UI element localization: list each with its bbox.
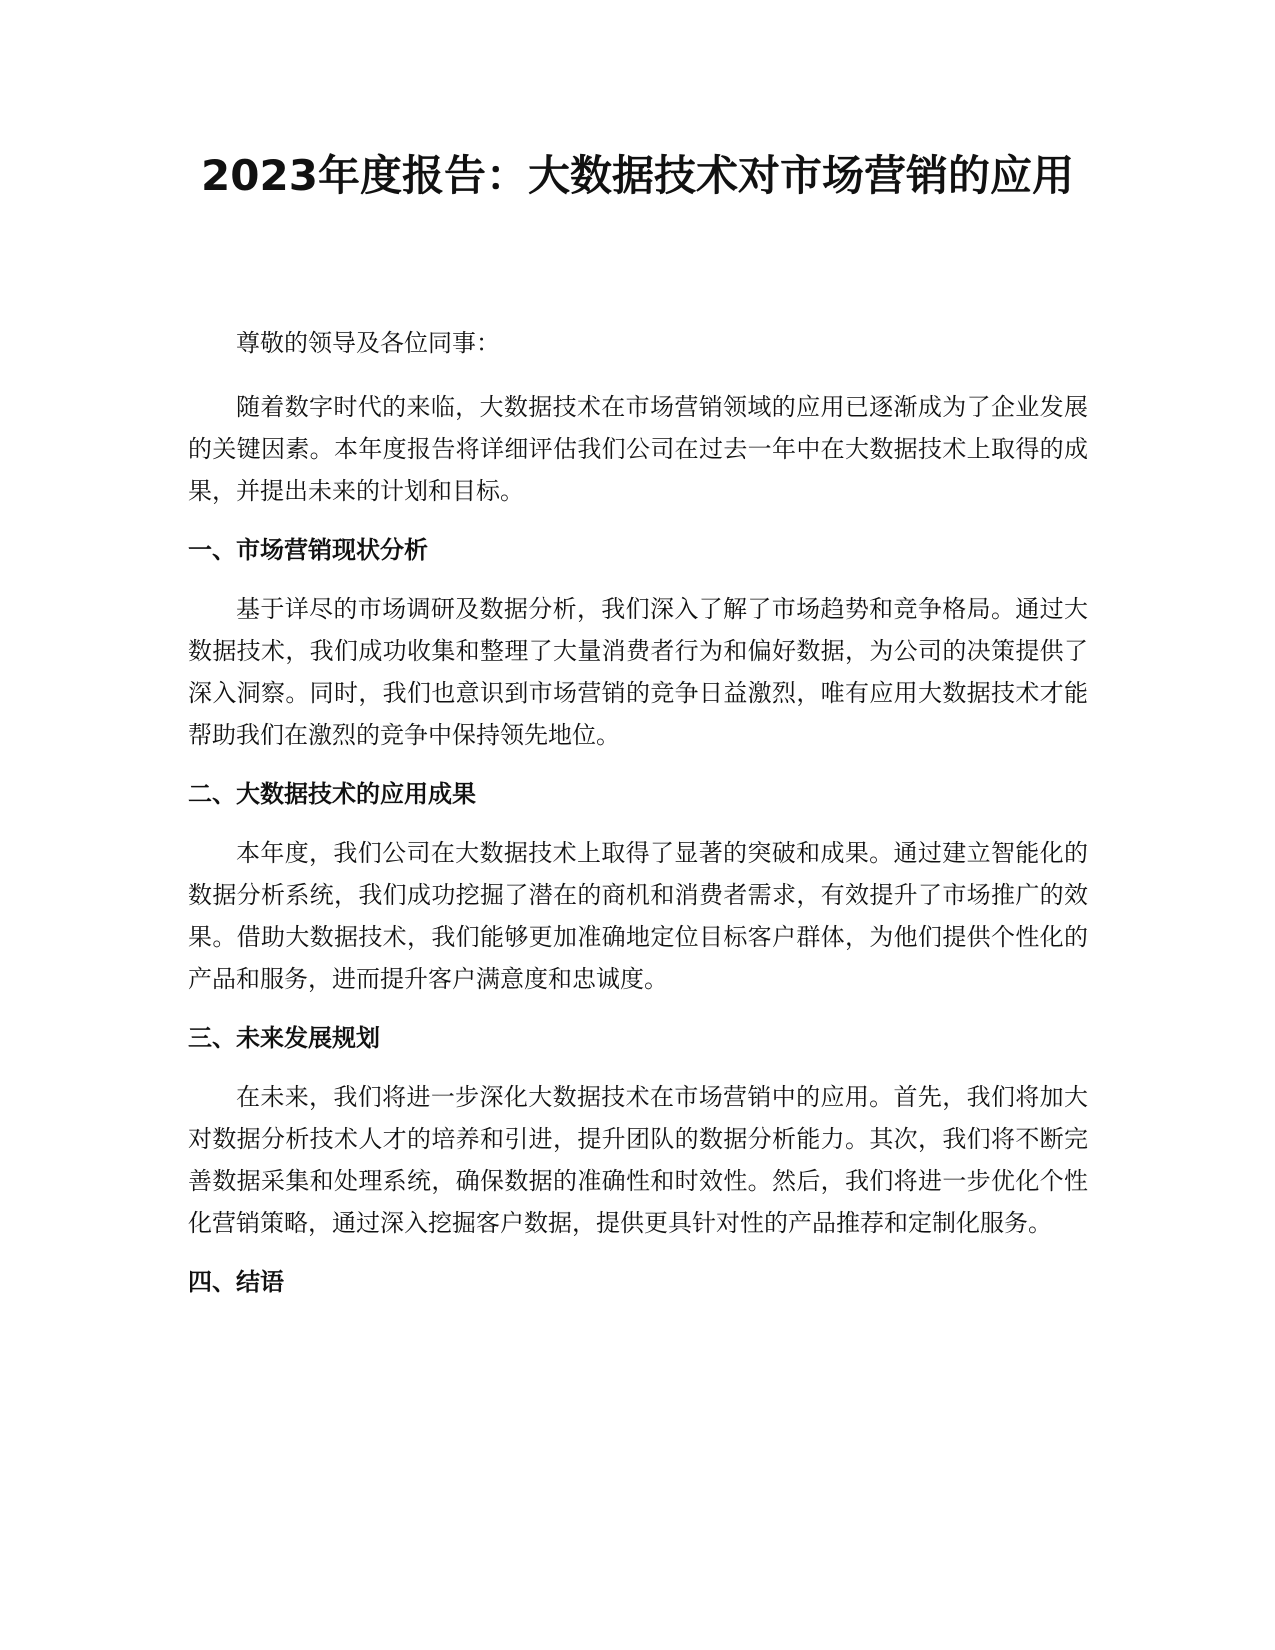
document-title: 2023年度报告：大数据技术对市场营销的应用 (201, 151, 1074, 200)
section-body-2: 本年度，我们公司在大数据技术上取得了显著的突破和成果。通过建立智能化的数据分析系统，我们成功挖掘了潜在的商机和消费者需求，有效提升了市场推广的效果。借助大数据技术，我们能够更加准确地定位目标客户群体，为他们提供个性化的产品和服务，进而提升客户满意度和忠诚度。 (188, 839, 1088, 993)
section-body-1: 基于详尽的市场调研及数据分析，我们深入了解了市场趋势和竞争格局。通过大数据技术，我们成功收集和整理了大量消费者行为和偏好数据，为公司的决策提供了深入洞察。同时，我们也意识到市场营销的竞争日益激烈，唯有应用大数据技术才能帮助我们在激烈的竞争中保持领先地位。 (188, 595, 1088, 749)
salutation: 尊敬的领导及各位同事： (236, 329, 500, 357)
section-heading-1: 一、市场营销现状分析 (188, 536, 428, 564)
section-body-3: 在未来，我们将进一步深化大数据技术在市场营销中的应用。首先，我们将加大对数据分析技术人才的培养和引进，提升团队的数据分析能力。其次，我们将不断完善数据采集和处理系统，确保数据的准确性和时效性。然后，我们将进一步优化个性化营销策略，通过深入挖掘客户数据，提供更具针对性的产品推荐和定制化服务。 (188, 1083, 1088, 1237)
document-body (188, 322, 1088, 1320)
section-heading-2: 二、大数据技术的应用成果 (188, 780, 476, 808)
intro-paragraph: 随着数字时代的来临，大数据技术在市场营销领域的应用已逐渐成为了企业发展的关键因素。本年度报告将详细评估我们公司在过去一年中在大数据技术上取得的成果，并提出未来的计划和目标。 (188, 393, 1088, 505)
section-heading-3: 三、未来发展规划 (188, 1024, 380, 1052)
section-heading-4: 四、结语 (188, 1268, 284, 1296)
